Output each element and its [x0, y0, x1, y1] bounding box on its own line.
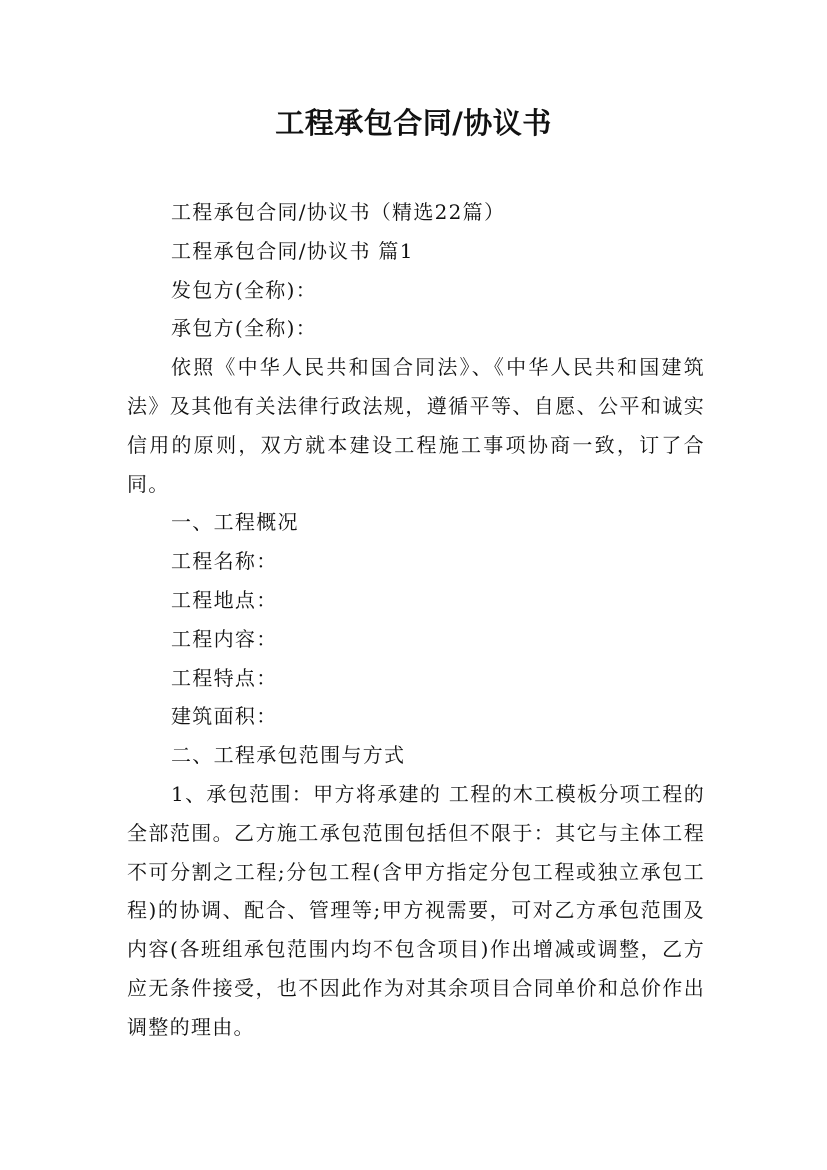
paragraph-scope: 1、承包范围：甲方将承建的 工程的木工模板分项工程的全部范围。乙方施工承包范围包括但不限于：其它与主体工程不可分割之工程;分包工程(含甲方指定分包工程或独立承包工程)的协调、配合、管理等;甲方视需要，可对乙方承包范围及内容(各班组承包范围内均不包含项目)作出增减或调整，乙方应无条件接受，也不因此作为对其余项目合同单价和总价作出调整的理由。 [127, 781, 705, 1039]
paragraph-article-title: 工程承包合同/协议书 篇1 [171, 238, 414, 263]
field-project-location: 工程地点： [171, 587, 278, 612]
field-project-features: 工程特点： [171, 665, 278, 690]
field-project-content: 工程内容： [171, 626, 278, 651]
document-body [127, 193, 705, 1047]
paragraph-preamble: 依照《中华人民共和国合同法》、《中华人民共和国建筑法》及其他有关法律行政法规，遵循平等、自愿、公平和诚实信用的原则，双方就本建设工程施工事项协商一致，订了合同。 [127, 355, 705, 496]
field-building-area: 建筑面积： [171, 704, 278, 729]
paragraph-contractor: 承包方(全称)： [171, 316, 318, 341]
paragraph-heading-main: 工程承包合同/协议书（精选22篇） [171, 200, 506, 224]
section-heading-overview: 一、工程概况 [171, 510, 299, 535]
section-heading-scope: 二、工程承包范围与方式 [171, 743, 406, 768]
paragraph-employer: 发包方(全称)： [171, 277, 318, 302]
field-project-name: 工程名称： [171, 549, 278, 574]
document-title: 工程承包合同/协议书 [275, 106, 552, 140]
